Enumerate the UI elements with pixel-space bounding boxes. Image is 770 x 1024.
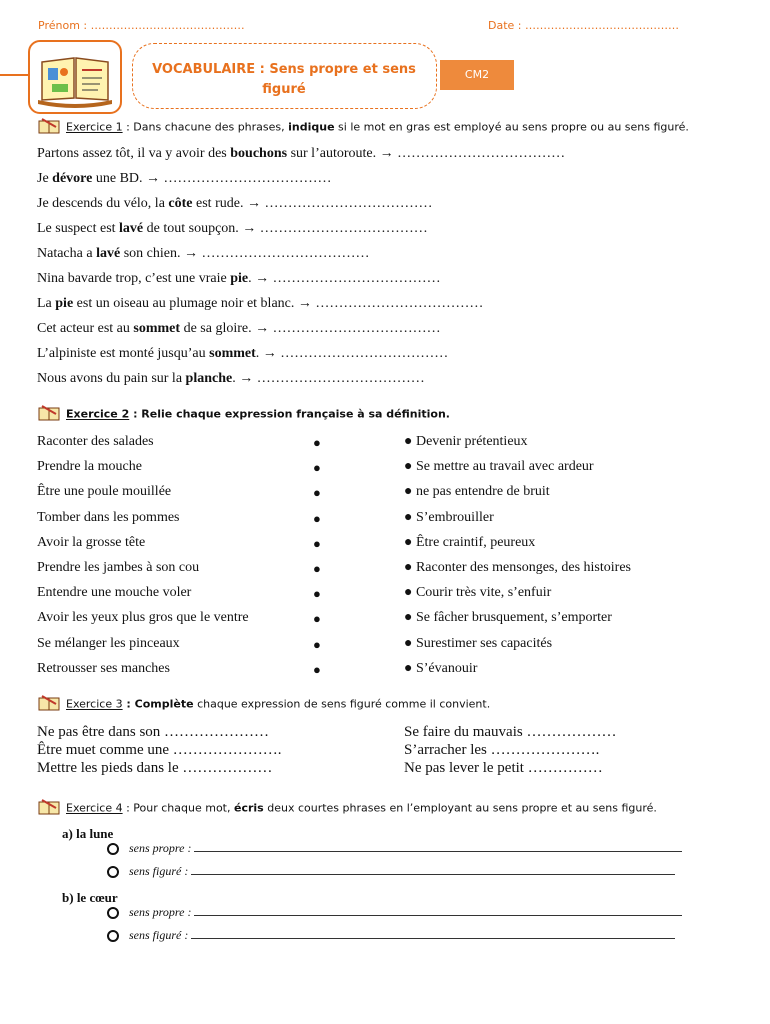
ex2-label: Exercice 2 <box>66 407 130 421</box>
match-dot-left: ● <box>313 586 321 602</box>
word-letter: b) <box>62 890 77 905</box>
match-dot-right: ● <box>404 610 416 626</box>
sentence-bold-word: côte <box>168 196 193 211</box>
sentence-post: de tout soupçon. → ……………………………… <box>143 221 428 236</box>
ex3-instr-bold: : Complète <box>122 697 194 711</box>
match-dot-left: ● <box>313 535 321 551</box>
sentence-post: est un oiseau au plumage noir et blanc. → ……………………………… <box>73 296 484 311</box>
ex3-instr: chaque expression de sens figuré comme il convient. <box>193 697 491 711</box>
answer-line <box>191 864 675 875</box>
match-dot-right: ● <box>404 585 416 601</box>
sentence-pre: L’alpiniste est monté jusqu’au <box>37 346 210 361</box>
ex3-label: Exercice 3 <box>66 697 123 711</box>
sentence-pre: Le suspect est <box>37 221 120 236</box>
word-heading <box>62 890 118 906</box>
match-dot-left: ● <box>313 485 321 501</box>
sentence-pre: Nina bavarde trop, c’est une vraie <box>37 271 231 286</box>
expression-item: Prendre les jambes à son cou <box>37 560 200 575</box>
definition-item <box>404 610 612 626</box>
sentence-bold-word: planche <box>185 371 233 386</box>
bullet-circle-icon <box>107 866 119 878</box>
writing-label: sens figuré : <box>129 928 192 942</box>
sentence-post: . → ……………………………… <box>248 271 441 286</box>
sentence-post: de sa gloire. → ……………………………… <box>180 321 441 336</box>
ex4-instr-b: deux courtes phrases en l’employant au sens propre et au sens figuré. <box>263 801 657 815</box>
ex4-instr-a: : Pour chaque mot, <box>122 801 234 815</box>
sentence-pre: Nous avons du pain sur la <box>37 371 186 386</box>
definition-item <box>404 510 494 526</box>
match-dot-right: ● <box>404 560 416 575</box>
match-dot-left: ● <box>313 510 321 526</box>
definition-item <box>404 585 551 601</box>
definition-text: Courir très vite, s’enfuir <box>415 585 552 601</box>
definition-item <box>404 459 594 475</box>
pencil-book-icon <box>38 695 62 714</box>
definition-text: Se fâcher brusquement, s’emporter <box>415 610 612 626</box>
sentence-post: est rude. → ……………………………… <box>192 196 433 211</box>
match-dot-right: ● <box>404 434 416 449</box>
writing-line <box>107 864 675 879</box>
sentence-post: sur l’autoroute. → ……………………………… <box>287 146 566 161</box>
match-dot-right: ● <box>404 459 416 475</box>
match-dot-left: ● <box>313 661 321 677</box>
definition-item <box>404 560 631 576</box>
word-letter: a) <box>62 826 77 841</box>
answer-line <box>191 928 675 939</box>
writing-line <box>107 928 675 943</box>
pencil-book-icon <box>38 118 62 137</box>
sentence-bold-word: lavé <box>96 246 121 261</box>
definition-text: S’évanouir <box>415 660 478 676</box>
definition-text: Se mettre au travail avec ardeur <box>415 459 594 475</box>
ex2-instr: : Relie chaque expression française à sa définition. <box>129 407 450 421</box>
logo-stripe <box>0 74 28 76</box>
sentence-pre: La <box>37 296 56 311</box>
ex1-sentence <box>37 371 425 387</box>
bullet-circle-icon <box>107 930 119 942</box>
fill-expression-left: Mettre les pieds dans le ……………… <box>37 760 273 776</box>
ex1-sentence <box>37 221 428 237</box>
definition-text: Surestimer ses capacités <box>415 635 553 651</box>
definition-text: Être craintif, peureux <box>415 534 536 550</box>
word-text: la lune <box>76 826 114 841</box>
sentence-post: une BD. → ……………………………… <box>92 171 332 186</box>
definition-item <box>404 484 550 500</box>
sentence-pre: Natacha a <box>37 246 97 261</box>
definition-text: Raconter des mensonges, des histoires <box>415 560 631 575</box>
expression-item: Entendre une mouche voler <box>37 585 192 601</box>
fill-expression-right: Ne pas lever le petit …………… <box>404 760 603 776</box>
expression-item: Avoir les yeux plus gros que le ventre <box>37 610 249 626</box>
ex4-header <box>38 799 657 818</box>
fill-expression-right: S’arracher les …………………. <box>404 742 600 758</box>
match-dot-right: ● <box>404 509 416 525</box>
writing-label: sens figuré : <box>129 864 192 878</box>
writing-line <box>107 905 682 920</box>
fill-expression-left: Être muet comme une …………………. <box>37 742 282 758</box>
sentence-bold-word: sommet <box>209 346 256 361</box>
match-dot-left: ● <box>313 435 321 450</box>
ex1-sentence <box>37 271 441 287</box>
sentence-bold-word: lavé <box>119 221 144 236</box>
definition-item <box>404 434 528 450</box>
match-dot-left: ● <box>313 611 321 627</box>
sentence-post: son chien. → ……………………………… <box>120 246 370 261</box>
expression-item: Prendre la mouche <box>37 459 142 475</box>
expression-item: Avoir la grosse tête <box>37 534 146 550</box>
sentence-pre: Partons assez tôt, il va y avoir des <box>37 146 231 161</box>
match-dot-right: ● <box>404 484 416 500</box>
fill-expression-right: Se faire du mauvais ……………… <box>404 724 617 740</box>
definition-text: S’embrouiller <box>415 509 494 525</box>
ex3-header <box>38 695 490 714</box>
writing-line <box>107 841 682 856</box>
ex1-instr-a: : Dans chacune des phrases, <box>122 120 289 134</box>
ex4-label: Exercice 4 <box>66 801 123 815</box>
expression-item: Tomber dans les pommes <box>37 509 180 525</box>
definition-item <box>404 661 477 677</box>
sentence-bold-word: dévore <box>52 171 93 186</box>
ex1-sentence <box>37 321 441 337</box>
fill-expression-left: Ne pas être dans son ………………… <box>37 724 270 740</box>
definition-text: Devenir prétentieux <box>415 434 528 449</box>
ex1-label: Exercice 1 <box>66 120 123 134</box>
sentence-bold-word: pie <box>55 296 74 311</box>
ex1-header <box>38 118 689 137</box>
match-dot-right: ● <box>404 635 416 651</box>
ex1-sentence <box>37 296 483 312</box>
bullet-circle-icon <box>107 843 119 855</box>
pencil-book-icon <box>38 405 62 424</box>
match-dot-right: ● <box>404 534 416 550</box>
sentence-post: . → ……………………………… <box>232 371 425 386</box>
ex1-instr-b: si le mot en gras est employé au sens propre ou au sens figuré. <box>334 120 689 134</box>
sentence-post: . → ……………………………… <box>255 346 449 361</box>
pencil-book-icon <box>38 799 62 818</box>
definition-text: ne pas entendre de bruit <box>415 484 550 500</box>
ex1-sentence <box>37 146 565 162</box>
writing-label: sens propre : <box>129 841 195 855</box>
expression-item: Raconter des salades <box>37 434 154 449</box>
ex1-sentence <box>37 246 369 262</box>
sentence-bold-word: sommet <box>133 321 181 336</box>
expression-item: Retrousser ses manches <box>37 660 170 676</box>
sentence-pre: Je descends du vélo, la <box>37 196 169 211</box>
match-dot-left: ● <box>313 460 321 476</box>
definition-item <box>404 636 552 652</box>
page-title: VOCABULAIRE : Sens propre et sens figuré <box>152 62 416 97</box>
ex1-sentence <box>37 171 332 187</box>
sentence-pre: Je <box>37 171 53 186</box>
writing-label: sens propre : <box>129 905 195 919</box>
expression-item: Être une poule mouillée <box>37 484 172 500</box>
word-heading <box>62 826 113 842</box>
level-badge: CM2 <box>440 60 514 90</box>
sentence-pre: Cet acteur est au <box>37 321 134 336</box>
ex1-sentence <box>37 346 448 362</box>
ex1-instr-bold: indique <box>288 120 335 134</box>
answer-line <box>194 905 682 916</box>
bullet-circle-icon <box>107 907 119 919</box>
ex1-sentence <box>37 196 432 212</box>
sentence-bold-word: bouchons <box>230 146 288 161</box>
match-dot-left: ● <box>313 636 321 652</box>
match-dot-right: ● <box>404 660 416 676</box>
expression-item: Se mélanger les pinceaux <box>37 635 180 651</box>
ex2-header <box>38 405 450 424</box>
definition-item <box>404 535 535 551</box>
prenom-field: Prénom : …………………………………… <box>38 19 245 32</box>
date-field: Date : …………………………………… <box>488 19 679 32</box>
match-dot-left: ● <box>313 561 321 576</box>
word-text: le cœur <box>76 890 118 905</box>
ex4-instr-bold: écris <box>234 801 264 815</box>
answer-line <box>194 841 682 852</box>
logo-book-icon <box>28 40 122 114</box>
sentence-bold-word: pie <box>230 271 249 286</box>
